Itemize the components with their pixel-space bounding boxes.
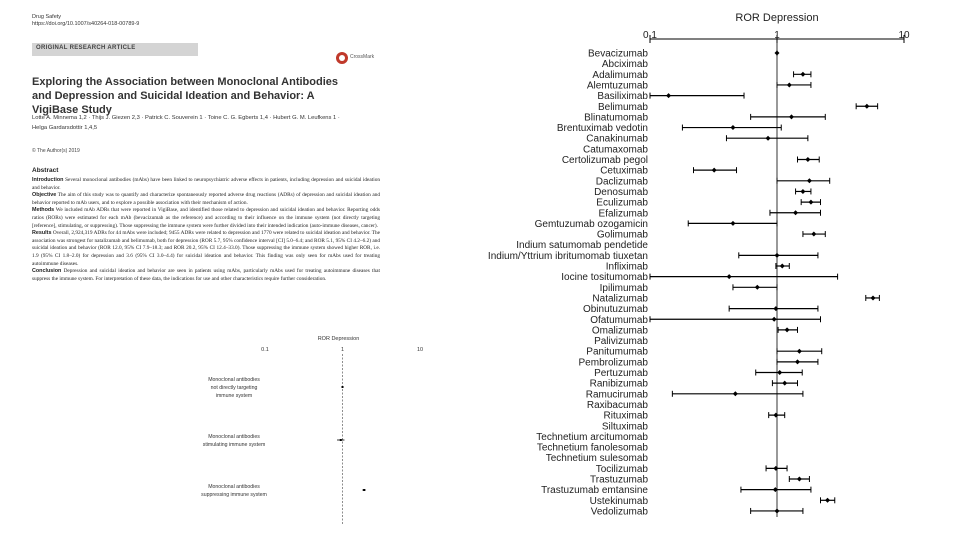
copyright-notice: © The Author(s) 2019 (32, 148, 80, 154)
drug-label: Technetium arcitumomab (536, 431, 648, 443)
paper-title-line-2: and Depression and Suicidal Ideation and Behavior: A VigiBase Study (32, 90, 315, 116)
small-chart-group-label: Monoclonal antibodies (208, 434, 260, 440)
drug-label: Adalimumab (592, 69, 648, 81)
article-type-banner (32, 43, 198, 56)
drug-label: Efalizumab (598, 208, 648, 220)
ror-point (805, 157, 810, 162)
drug-label: Indium/Yttrium ibritumomab tiuxetan (487, 250, 648, 262)
ror-point (773, 306, 778, 311)
drug-label: Golimumab (596, 229, 648, 241)
ror-point (712, 168, 717, 173)
drug-label: Ofatumumab (590, 314, 648, 326)
ror-point (730, 221, 735, 226)
drug-label: Certolizumab pegol (561, 155, 648, 166)
drug-label: Belimumab (597, 101, 648, 113)
small-chart-title: ROR Depression (317, 336, 360, 342)
ror-point (766, 136, 771, 141)
drug-label: Vedolizumab (590, 506, 648, 518)
small-chart-tick-label: 1 (340, 347, 345, 353)
drug-label: Palivizumab (594, 336, 648, 348)
abstract-body (32, 177, 380, 283)
crossmark-badge[interactable] (336, 51, 375, 67)
ror-point (666, 93, 671, 98)
drug-label: Eculizumab (596, 197, 648, 209)
drug-label: Raxibacumab (586, 399, 648, 411)
x-axis-tick-label: 1 (774, 30, 780, 41)
drug-label: Technetium sulesomab (545, 453, 648, 465)
abstract-heading: Abstract (32, 167, 59, 174)
drug-label: Gemtuzumab ozogamicin (534, 218, 648, 230)
crossmark-icon (336, 52, 348, 64)
ror-point (864, 104, 869, 109)
small-chart-group-label: suppressing immune system (201, 492, 267, 498)
drug-label: Obinutuzumab (582, 304, 648, 316)
small-chart-point (342, 386, 344, 388)
drug-label: Abciximab (601, 59, 648, 71)
ror-point (797, 477, 802, 482)
small-forest-plot (190, 332, 450, 532)
ror-point (727, 274, 732, 279)
journal-name: Drug Safety (32, 14, 62, 20)
small-chart-tick-label: 0.1 (261, 347, 269, 353)
drug-label: Indium satumomab pendetide (516, 240, 648, 252)
ror-point (755, 285, 760, 290)
ror-point (775, 508, 780, 513)
small-chart-group-label: immune system (215, 393, 253, 399)
drug-label: Rituximab (603, 410, 648, 422)
drug-label: Pembrolizumab (578, 357, 648, 369)
abstract-section-text: We included mAb ADRs that were reported in VigiBase, and identified those related to depression and suicidal ideation and behavior. Reporting odds ratios (RORs) were estimated for each mAb (bevacizumab as the reference) and according to their influence on the immune system (not directly targeting [reference], stimulating, or suppressing). Those suppressing the immune system were further divided into their intended indication (auto-immune diseases, cancer). (32, 207, 380, 229)
authors-line-1: Lotte A. Minnema 1,2 · Thijs J. Giezen 2,3 · Patrick C. Souverein 1 · Toine C. G. Egberts 1,4 · Hubert G. M. Leufkens 1 · (32, 115, 340, 121)
small-chart-group-label: not directly targeting (210, 385, 258, 391)
abstract-section-label: Conclusion (32, 268, 62, 275)
drug-label: Daclizumab (595, 176, 648, 188)
abstract-section-label: Methods (32, 207, 55, 214)
ror-point (800, 72, 805, 77)
drug-label: Iocine tositumomab (561, 272, 648, 284)
drug-label: Trastuzumab emtansine (541, 485, 648, 497)
x-axis-tick-label: 0.1 (643, 30, 657, 41)
drug-label: Omalizumab (591, 325, 648, 337)
drug-label: Basiliximab (597, 91, 648, 103)
ror-point (807, 178, 812, 183)
drug-label: Infliximab (605, 261, 648, 273)
abstract-section (32, 268, 380, 283)
small-chart-group-label: Monoclonal antibodies (208, 484, 260, 490)
ror-point (772, 317, 777, 322)
ror-point (785, 327, 790, 332)
authors-line-2: Helga Gardarsdottir 1,4,5 (32, 125, 98, 131)
ror-point (777, 370, 782, 375)
abstract-section-label: Results (32, 230, 52, 237)
drug-label: Trastuzumab (590, 474, 648, 486)
drug-label: Brentuximab vedotin (556, 123, 648, 135)
ror-point (870, 295, 875, 300)
ror-point (797, 349, 802, 354)
drug-label: Tocilizumab (595, 463, 648, 475)
chart-title: ROR Depression (735, 12, 819, 24)
journal-header (32, 14, 139, 28)
drug-label: Catumaxomab (582, 144, 648, 156)
drug-label: Siltuximab (601, 421, 648, 433)
ror-depression-forest-plot (480, 0, 960, 540)
doi-link[interactable]: https://doi.org/10.1007/s40264-018-00789-9 (32, 21, 140, 27)
ror-point (775, 51, 780, 56)
abstract-section-text: Depression and suicidal ideation and behavior are seen in patients using mAbs, particularly mAbs used for treating autoimmune diseases that suppress the immune system. For interpretation of these data, the indications for use and other characteristics require further consideration. (32, 268, 380, 282)
ror-point (787, 82, 792, 87)
abstract-section-text: Several monoclonal antibodies (mAbs) have been linked to neuropsychiatric adverse effects in patients, including depression and suicidal ideation and behavior. (32, 177, 380, 191)
ror-point (800, 189, 805, 194)
small-chart-point (363, 489, 365, 491)
drug-label: Blinatumomab (584, 112, 648, 124)
author-list (32, 113, 362, 133)
drug-label: Cetuximab (600, 165, 648, 177)
drug-label: Canakinumab (586, 133, 648, 145)
drug-label: Panitumumab (586, 346, 648, 358)
small-chart-point (340, 439, 342, 441)
ror-point (808, 200, 813, 205)
abstract-section (32, 192, 380, 207)
abstract-section-label: Objective (32, 192, 57, 199)
crossmark-label: CrossMark (350, 54, 375, 60)
drug-label: Ranibizumab (589, 378, 648, 390)
ror-point (782, 381, 787, 386)
abstract-section-text: Overall, 2,924,319 ADRs for 44 mAbs were included; 9455 ADRs were related to depression and 1770 were related to suicidal ideation and behavior. The association was strongest for natalizumab and belimumab, both for depression (ROR 5.7, 95% confidence interval [CI] 5.0–6.4; and ROR 5.1, 95% CI 4.2–6.2) and suicidal ideation and behavior (ROR 12.0, 95% CI 7.9–18.3; and ROR 20.2, 95% CI 12.4–33.0). Those suppressing the immune system showed higher ROR, i.e. 1.9 (95% CI 1.8–2.0) for depression and 3.6 (95% CI 3.0–4.4) for suicidal ideation and behavior. This finding was only seen for mAbs used for treating autoimmune diseases. (32, 230, 380, 267)
small-chart-group-label: stimulating immune system (202, 442, 266, 448)
drug-label: Technetium fanolesomab (536, 442, 648, 454)
ror-point (730, 125, 735, 130)
paper-title (32, 75, 362, 117)
abstract-section-label: Introduction (32, 177, 64, 183)
abstract-section (32, 230, 380, 268)
ror-point (795, 359, 800, 364)
ror-point (789, 114, 794, 119)
drug-label: Pertuzumab (594, 368, 648, 379)
ror-point (780, 264, 785, 269)
abstract-section-text: The aim of this study was to quantify and characterize spontaneously reported adverse drug reactions (ADRs) of depression and suicidal ideation and behavior reported to mAb users, and to explore a possible association with their mechanism of action. (32, 192, 380, 206)
abstract-section (32, 207, 380, 230)
drug-label: Alemtuzumab (586, 80, 648, 92)
ror-point (775, 253, 780, 258)
ror-point (773, 466, 778, 471)
drug-label: Bevacizumab (587, 48, 648, 60)
ror-point (825, 498, 830, 503)
article-type: ORIGINAL RESEARCH ARTICLE (36, 45, 136, 51)
ror-point (733, 391, 738, 396)
drug-label: Ipilimumab (599, 282, 648, 294)
ror-point (773, 413, 778, 418)
abstract-section (32, 177, 380, 192)
drug-label: Ramucirumab (585, 389, 648, 401)
paper-title-line-1: Exploring the Association between Monoclonal Antibodies (32, 76, 338, 88)
x-axis-tick-label: 10 (898, 30, 910, 41)
small-chart-tick-label: 10 (416, 347, 424, 353)
drug-label: Denosumab (594, 186, 648, 198)
drug-label: Natalizumab (592, 293, 648, 305)
small-chart-group-label: Monoclonal antibodies (208, 377, 260, 383)
ror-point (793, 210, 798, 215)
ror-point (811, 232, 816, 237)
drug-label: Ustekinumab (589, 495, 648, 507)
